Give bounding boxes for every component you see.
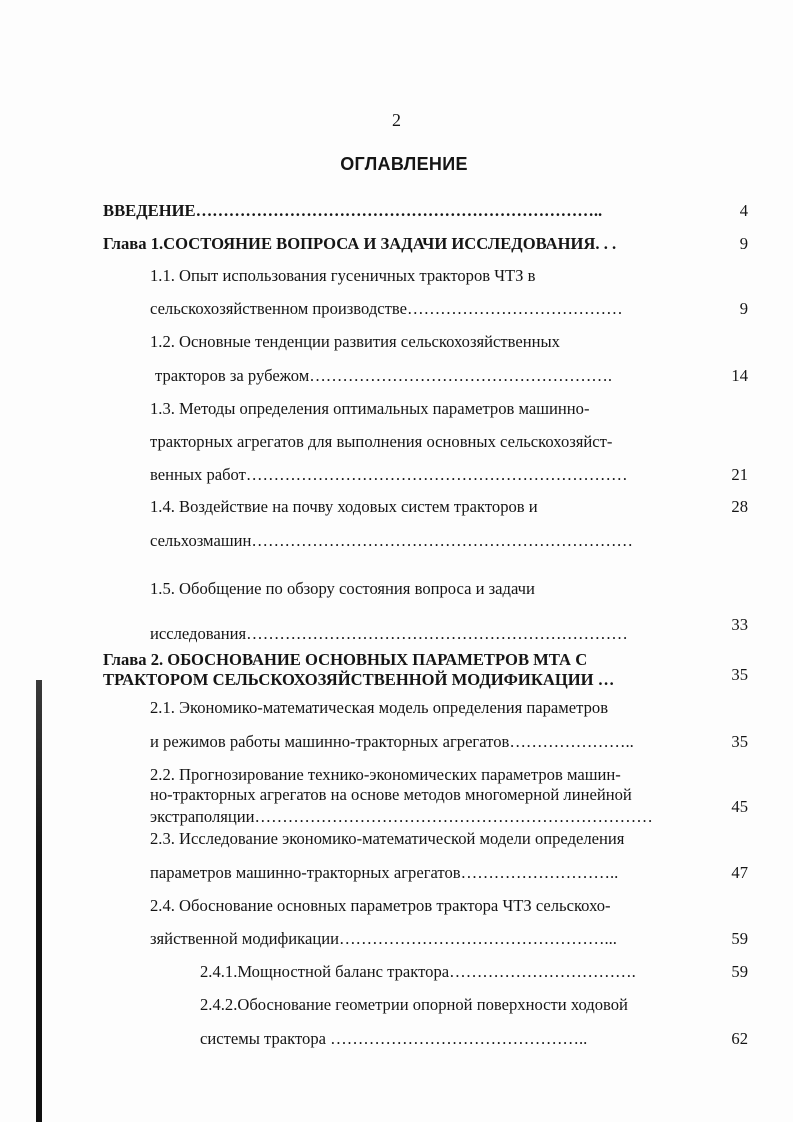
toc-entry-chapter-2-line2: ТРАКТОРОМ СЕЛЬСКОХОЗЯЙСТВЕННОЙ МОДИФИКАЦИИ … (103, 670, 615, 689)
toc-entry-2-3-line1: 2.3. Исследование экономико-математической модели определения (150, 829, 625, 848)
toc-page-intro: 4 (739, 201, 748, 220)
toc-entry-1-3-line3: венных работ…………………………………………………………… (150, 465, 628, 484)
toc-entry-1-3-line1: 1.3. Методы определения оптимальных параметров машинно- (150, 399, 590, 418)
toc-page-chapter-2: 35 (731, 665, 748, 684)
toc-entry-2-4-2-line1: 2.4.2.Обоснование геометрии опорной поверхности ходовой (200, 995, 628, 1014)
toc-entry-1-5-line2: исследования…………………………………………………………… (150, 624, 628, 643)
toc-entry-1-2-line1: 1.2. Основные тенденции развития сельскохозяйственных (150, 332, 560, 351)
toc-entry-2-4-line2: зяйственной модификации…………………………………………... (150, 929, 617, 948)
toc-page-1-1: 9 (739, 299, 748, 318)
toc-page-2-2: 45 (731, 797, 748, 816)
toc-entry-1-2-line2: тракторов за рубежом………………………………………………. (155, 366, 613, 385)
toc-entry-1-1-line1: 1.1. Опыт использования гусеничных тракторов ЧТЗ в (150, 266, 536, 285)
scan-edge-shadow (36, 680, 42, 1122)
toc-page-2-4-2: 62 (731, 1029, 748, 1048)
toc-page-2-4-1: 59 (731, 962, 748, 981)
toc-page-1-3: 21 (731, 465, 748, 484)
toc-entry-1-4-line2: сельхозмашин…………………………………………………………… (150, 531, 634, 550)
toc-title: ОГЛАВЛЕНИЕ (340, 154, 468, 174)
toc-entry-1-4-line1: 1.4. Воздействие на почву ходовых систем тракторов и (150, 497, 538, 516)
toc-entry-1-3-line2: тракторных агрегатов для выполнения основных сельскохозяйст- (150, 432, 613, 451)
toc-entry-2-1-line2: и режимов работы машинно-тракторных агрегатов………………….. (150, 732, 634, 751)
toc-entry-2-2-line3: экстраполяции……………………………………………………………… (150, 807, 653, 826)
toc-page-2-1: 35 (731, 732, 748, 751)
toc-page-chapter-1: 9 (739, 234, 748, 253)
toc-entry-2-2-line2: но-тракторных агрегатов на основе методов многомерной линейной (150, 785, 632, 804)
toc-page-1-4: 28 (731, 497, 748, 516)
toc-entry-2-3-line2: параметров машинно-тракторных агрегатов……………………….. (150, 863, 619, 882)
toc-entry-chapter-1: Глава 1.СОСТОЯНИЕ ВОПРОСА И ЗАДАЧИ ИССЛЕДОВАНИЯ. . . (103, 234, 617, 253)
toc-entry-2-4-1: 2.4.1.Мощностной баланс трактора……………………………. (200, 962, 636, 981)
toc-entry-intro: ВВЕДЕНИЕ……………………………………………………………….. (103, 201, 603, 220)
toc-entry-2-4-2-line2: системы трактора ……………………………………….. (200, 1029, 588, 1048)
toc-entry-2-2-line1: 2.2. Прогнозирование технико-экономических параметров машин- (150, 765, 621, 784)
toc-entry-2-4-line1: 2.4. Обоснование основных параметров трактора ЧТЗ сельскохо- (150, 896, 611, 915)
page-number: 2 (392, 110, 401, 130)
toc-page-2-4: 59 (731, 929, 748, 948)
toc-entry-2-1-line1: 2.1. Экономико-математическая модель определения параметров (150, 698, 609, 717)
toc-entry-1-5-line1: 1.5. Обобщение по обзору состояния вопроса и задачи (150, 579, 535, 598)
toc-entry-chapter-2-line1: Глава 2. ОБОСНОВАНИЕ ОСНОВНЫХ ПАРАМЕТРОВ МТА С (103, 650, 588, 669)
toc-entry-1-1-line2: сельскохозяйственном производстве………………………………… (150, 299, 623, 318)
toc-page-1-5: 33 (731, 615, 748, 634)
toc-page-2-3: 47 (731, 863, 748, 882)
toc-page-1-2: 14 (731, 366, 748, 385)
